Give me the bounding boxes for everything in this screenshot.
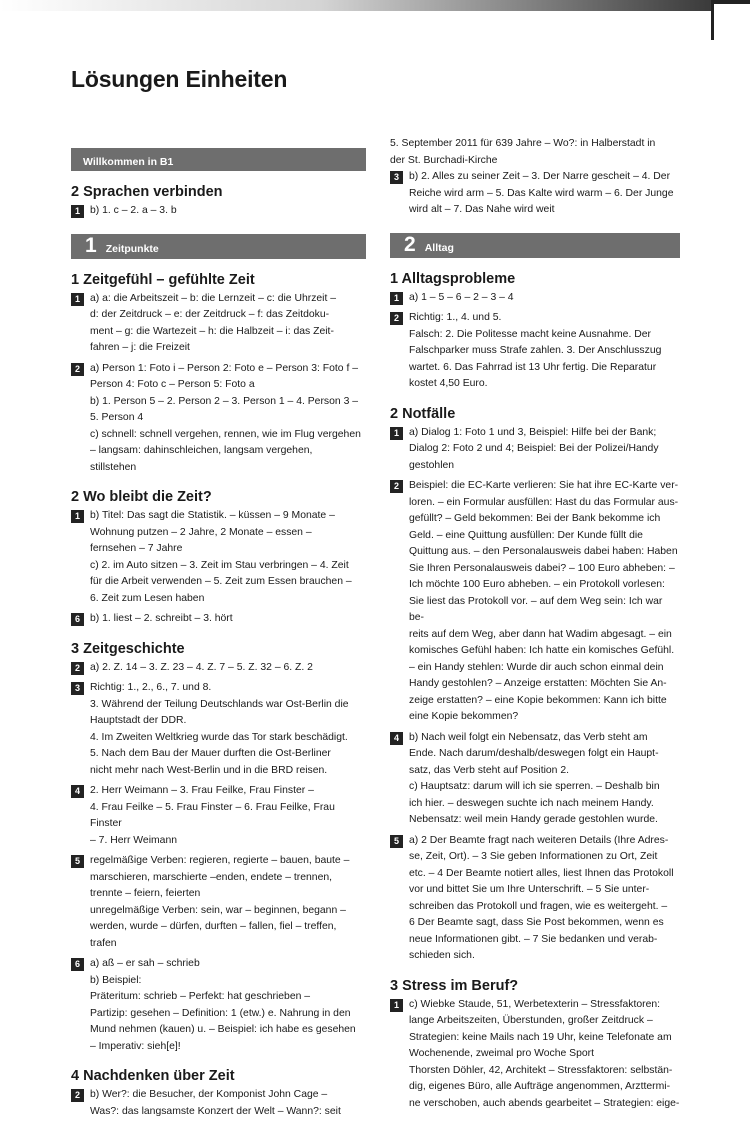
answer-line: marschieren, marschierte –enden, endete – trennen, xyxy=(90,871,333,883)
answer-line: zeige erstatten? – eine Kopie bekommen: Kann ich bitte xyxy=(409,694,667,706)
answer-line: satz, das Verb steht auf Position 2. xyxy=(409,764,569,776)
section-heading: 1 Alltagsprobleme xyxy=(390,270,516,287)
exercise-block xyxy=(390,310,680,393)
answer-line: b) Nach weil folgt ein Nebensatz, das Verb steht am xyxy=(409,731,648,743)
answer-line: für die Arbeit verwenden – 5. Zeit zum Essen brauchen – xyxy=(90,576,352,587)
unit-number: 1 xyxy=(85,234,97,257)
answer-line: Ich möchte 100 Euro abheben. – ein Protokoll vorlesen: xyxy=(409,579,665,590)
answer-line: Sie Ihren Personalausweis dabei? – 100 Euro abheben: – xyxy=(409,562,675,574)
exercise-block xyxy=(390,997,680,1113)
answer-line: b) 2. Alles zu seiner Zeit – 3. Der Narre gescheit – 4. Der xyxy=(409,171,671,182)
unit-title: Zeitpunkte xyxy=(105,242,159,255)
exercise-block xyxy=(390,169,680,219)
answer-line: b) Titel: Das sagt die Statistik. – küssen – 9 Monate – xyxy=(90,510,335,521)
exercise-number-box: 2 xyxy=(71,1089,84,1102)
answer-line: 6 Der Beamte sagt, dass Sie Post bekommen, wenn es xyxy=(409,917,664,928)
answer-line: ment – g: die Wartezeit – h: die Halbzeit – i: das Zeit- xyxy=(90,325,334,337)
answer-line: – 7. Herr Weimann xyxy=(90,834,178,846)
answer-line: – ein Handy stehlen: Wurde dir auch schon einmal dein xyxy=(409,661,664,673)
exercise-number-box: 4 xyxy=(71,785,84,798)
answer-line: a) 2. Z. 14 – 3. Z. 23 – 4. Z. 7 – 5. Z. 32 – 6. Z. 2 xyxy=(90,661,313,673)
answer-line: c) schnell: schnell vergehen, rennen, wie im Flug vergehen xyxy=(90,428,361,440)
answer-line: Sie liest das Protokoll vor. – auf dem Weg sein: Ich war be- xyxy=(409,595,663,623)
answer-line: fahren – j: die Freizeit xyxy=(90,342,190,353)
answer-line: trafen xyxy=(90,937,117,949)
section-heading: 2 Notfälle xyxy=(390,405,456,422)
answer-line: Quittung aus. – den Personalausweis dabei haben: Haben xyxy=(409,546,678,557)
answer-line: a) 1 – 5 – 6 – 2 – 3 – 4 xyxy=(409,291,514,303)
exercise-number-box: 5 xyxy=(390,835,403,848)
answer-line: 5. Nach dem Bau der Mauer durften die Ost-Berliner xyxy=(90,748,331,759)
answer-line: a) Person 1: Foto i – Person 2: Foto e – Person 3: Foto f – xyxy=(90,362,358,374)
exercise-block xyxy=(71,783,366,849)
answer-line: 3. Während der Teilung Deutschlands war Ost-Berlin die xyxy=(90,698,349,710)
section-heading: 2 Wo bleibt die Zeit? xyxy=(71,489,212,505)
answer-line: unregelmäßige Verben: sein, war – beginnen, begann – xyxy=(90,904,346,916)
answer-line: Mund nehmen (kauen) u. – Beispiel: ich habe es gesehen xyxy=(90,1024,356,1035)
right-column xyxy=(390,136,680,1116)
exercise-number-box: 1 xyxy=(390,427,403,440)
corner-mark-horizontal xyxy=(711,0,750,4)
exercise-block xyxy=(390,425,680,475)
exercise-block xyxy=(71,1087,366,1120)
answer-line: wird alt – 7. Das Nahe wird weit xyxy=(409,204,555,215)
answer-line: b) 1. Person 5 – 2. Person 2 – 3. Person 1 – 4. Person 3 – xyxy=(90,395,359,407)
answer-line: Ende. Nach darum/deshalb/deswegen folgt ein Haupt- xyxy=(409,748,659,759)
top-gradient-strip xyxy=(0,0,712,11)
exercise-block xyxy=(71,291,366,357)
answer-line: dig, eigenes Büro, alle Aufträge angenommen, Arzttermi- xyxy=(409,1081,671,1092)
answer-line: eine Kopie bekommen? xyxy=(409,711,519,722)
answer-line: trennte – feiern, feierten xyxy=(90,888,201,899)
exercise-block xyxy=(71,508,366,607)
unit-title: Willkommen in B1 xyxy=(83,156,174,168)
exercise-number-box: 1 xyxy=(390,292,403,305)
exercise-number-box: 2 xyxy=(71,662,84,675)
answer-line: loren. – ein Formular ausfüllen: Hast du das Formular aus- xyxy=(409,496,679,508)
answer-line: a) aß – er sah – schrieb xyxy=(90,958,200,969)
answer-line: 4. Im Zweiten Weltkrieg wurde das Tor stark beschädigt. xyxy=(90,731,348,743)
answer-line: Reiche wird arm – 5. Das Kalte wird warm – 6. Der Junge xyxy=(409,187,674,199)
exercise-number-box: 2 xyxy=(71,363,84,376)
answer-line: Falschparker muss Strafe zahlen. 3. Der Anschlusszug xyxy=(409,345,662,356)
answer-line: a) Dialog 1: Foto 1 und 3, Beispiel: Hilfe bei der Bank; xyxy=(409,426,657,438)
answer-line: Strategien: keine Mails nach 19 Uhr, keine Telefonate am xyxy=(409,1031,672,1043)
unit-title: Alltag xyxy=(424,241,454,254)
exercise-block xyxy=(71,853,366,952)
answer-line: wartet. 6. Das Fahrrad ist 13 Uhr fertig. Die Reparatur xyxy=(409,361,657,373)
answer-line: gestohlen xyxy=(409,459,455,471)
answer-line: d: der Zeitdruck – e: der Zeitdruck – f: das Zeitdoku- xyxy=(90,309,330,320)
answer-line: Dialog 2: Foto 2 und 4; Beispiel: Bei der Polizei/Handy xyxy=(409,443,659,454)
unit-header-bar xyxy=(71,148,366,171)
answer-line: vor und bittet Sie um Ihre Unterschrift. – 5 Sie unter- xyxy=(409,884,650,895)
exercise-block xyxy=(390,290,680,307)
answer-line: Nebensatz: weil mein Handy gerade gestohlen wurde. xyxy=(409,814,658,825)
section-heading: 3 Zeitgeschichte xyxy=(71,640,185,657)
answer-line: lange Arbeitszeiten, Überstunden, großer Zeitdruck – xyxy=(409,1015,653,1026)
unit-header-bar xyxy=(71,234,366,259)
answer-line: 5. Person 4 xyxy=(90,412,144,423)
answer-line: Partizip: gesehen – Definition: 1 (etw.) e. Nahrung in den xyxy=(90,1007,351,1019)
answer-line: a) a: die Arbeitszeit – b: die Lernzeit – c: die Uhrzeit – xyxy=(90,292,337,304)
answer-line: – Imperativ: sieh[e]! xyxy=(90,1040,181,1052)
answer-line: regelmäßige Verben: regieren, regierte – bauen, baute – xyxy=(90,855,350,866)
answer-line: der St. Burchadi-Kirche xyxy=(390,154,498,166)
exercise-number-box: 6 xyxy=(71,958,84,971)
answer-line: 4. Frau Feilke – 5. Frau Finster – 6. Frau Feilke, Frau Finster xyxy=(90,801,335,829)
exercise-number-box: 1 xyxy=(71,293,84,306)
answer-line: fernsehen – 7 Jahre xyxy=(90,543,183,554)
exercise-block xyxy=(71,680,366,779)
exercise-block xyxy=(71,361,366,477)
answer-line: c) 2. im Auto sitzen – 3. Zeit im Stau verbringen – 4. Zeit xyxy=(90,559,349,571)
page-title: Lösungen Einheiten xyxy=(71,66,288,92)
exercise-block xyxy=(71,203,366,220)
answer-line: schieden sich. xyxy=(409,950,475,961)
answer-line: komisches Gefühl haben: Ich hatte ein komisches Gefühl. xyxy=(409,645,675,656)
exercise-number-box: 2 xyxy=(390,312,403,325)
answer-line: Was?: das langsamste Konzert der Welt – Wann?: seit xyxy=(90,1105,341,1117)
exercise-block xyxy=(71,660,366,677)
section-heading: 4 Nachdenken über Zeit xyxy=(71,1068,235,1084)
exercise-number-box: 6 xyxy=(71,613,84,626)
exercise-block xyxy=(71,956,366,1055)
exercise-number-box: 5 xyxy=(71,855,84,868)
answer-line: b) 1. c – 2. a – 3. b xyxy=(90,205,177,216)
answer-line: Handy gestohlen? – Anzeige erstatten: Möchten Sie An- xyxy=(409,678,667,689)
section-heading: 1 Zeitgefühl – gefühlte Zeit xyxy=(71,271,255,288)
answer-line: etc. – 4 Der Beamte notiert alles, liest Ihnen das Protokoll xyxy=(409,867,674,879)
answer-line: werden, wurde – dürfen, durften – fallen, fiel – treffen, xyxy=(90,921,337,932)
answer-line: kostet 4,50 Euro. xyxy=(409,378,488,389)
exercise-block xyxy=(390,730,680,829)
section-heading: 3 Stress im Beruf? xyxy=(390,977,519,994)
answer-line: reits auf dem Weg, aber dann hat Wadim abgesagt. – ein xyxy=(409,628,672,640)
answer-line: se, Zeit, Ort). – 3 Sie geben Informationen zu Ort, Zeit xyxy=(409,851,658,862)
answer-line: c) Hauptsatz: darum will ich sie sperren. – Deshalb bin xyxy=(409,781,660,792)
answer-line: Wohnung putzen – 2 Jahre, 2 Monate – essen – xyxy=(90,526,312,538)
answer-line: – langsam: dahinschleichen, langsam vergehen, xyxy=(90,445,313,456)
answer-line: Wochenende, zweimal pro Woche Sport xyxy=(409,1048,595,1059)
answer-line: b) 1. liest – 2. schreibt – 3. hört xyxy=(90,613,233,624)
exercise-block xyxy=(71,611,366,628)
answer-line: 6. Zeit zum Lesen haben xyxy=(90,592,205,604)
answer-line: 5. September 2011 für 639 Jahre – Wo?: in Halberstadt in xyxy=(390,138,656,149)
answer-line: Beispiel: die EC-Karte verlieren: Sie hat ihre EC-Karte ver- xyxy=(409,480,679,491)
answer-line: Hauptstadt der DDR. xyxy=(90,715,187,726)
answer-line: neue Informationen gibt. – 7 Sie bedanken und verab- xyxy=(409,933,658,945)
exercise-number-box: 1 xyxy=(71,510,84,523)
answer-line: Thorsten Döhler, 42, Architekt – Stressfaktoren: selbstän- xyxy=(409,1064,673,1076)
answer-line: b) Beispiel: xyxy=(90,974,142,986)
exercise-number-box: 4 xyxy=(390,732,403,745)
exercise-number-box: 2 xyxy=(390,480,403,493)
answer-line: Präteritum: schrieb – Perfekt: hat geschrieben – xyxy=(90,991,311,1002)
answer-line: schreiben das Protokoll und fragen, wie es weitergeht. – xyxy=(409,900,668,912)
section-heading: 2 Sprachen verbinden xyxy=(71,184,223,200)
exercise-number-box: 1 xyxy=(71,205,84,218)
exercise-number-box: 3 xyxy=(71,682,84,695)
answer-line: Richtig: 1., 2., 6., 7. und 8. xyxy=(90,682,212,693)
exercise-number-box: 1 xyxy=(390,999,403,1012)
answer-line: a) 2 Der Beamte fragt nach weiteren Details (Ihre Adres- xyxy=(409,834,669,846)
answer-line: c) Wiebke Staude, 51, Werbetexterin – Stressfaktoren: xyxy=(409,998,661,1010)
answer-line: 2. Herr Weimann – 3. Frau Feilke, Frau Finster – xyxy=(90,785,314,796)
answer-line: gefüllt? – Geld bekommen: Bei der Bank bekomme ich xyxy=(409,513,661,524)
exercise-block xyxy=(390,833,680,965)
exercise-block xyxy=(390,478,680,726)
answer-line: b) Wer?: die Besucher, der Komponist John Cage – xyxy=(90,1089,328,1100)
answer-line: Geld. – eine Quittung ausfüllen: Der Kunde füllt die xyxy=(409,529,643,541)
answer-line: Falsch: 2. Die Politesse macht keine Ausnahme. Der xyxy=(409,328,651,340)
corner-mark-vertical xyxy=(711,0,714,40)
unit-header-bar xyxy=(390,233,680,258)
answer-line: nicht mehr nach West-Berlin und in die BRD reisen. xyxy=(90,764,328,776)
left-column xyxy=(71,136,366,1124)
answer-line: ich hier. – deswegen suchte ich nach meinem Handy. xyxy=(409,797,654,809)
answer-line: ne verschoben, auch abends gearbeitet – Strategien: eige- xyxy=(409,1097,680,1109)
exercise-number-box: 3 xyxy=(390,171,403,184)
answer-line: Person 4: Foto c – Person 5: Foto a xyxy=(90,379,255,390)
answer-line: Richtig: 1., 4. und 5. xyxy=(409,312,502,323)
answer-line: stillstehen xyxy=(90,461,137,473)
unit-number: 2 xyxy=(404,233,416,256)
